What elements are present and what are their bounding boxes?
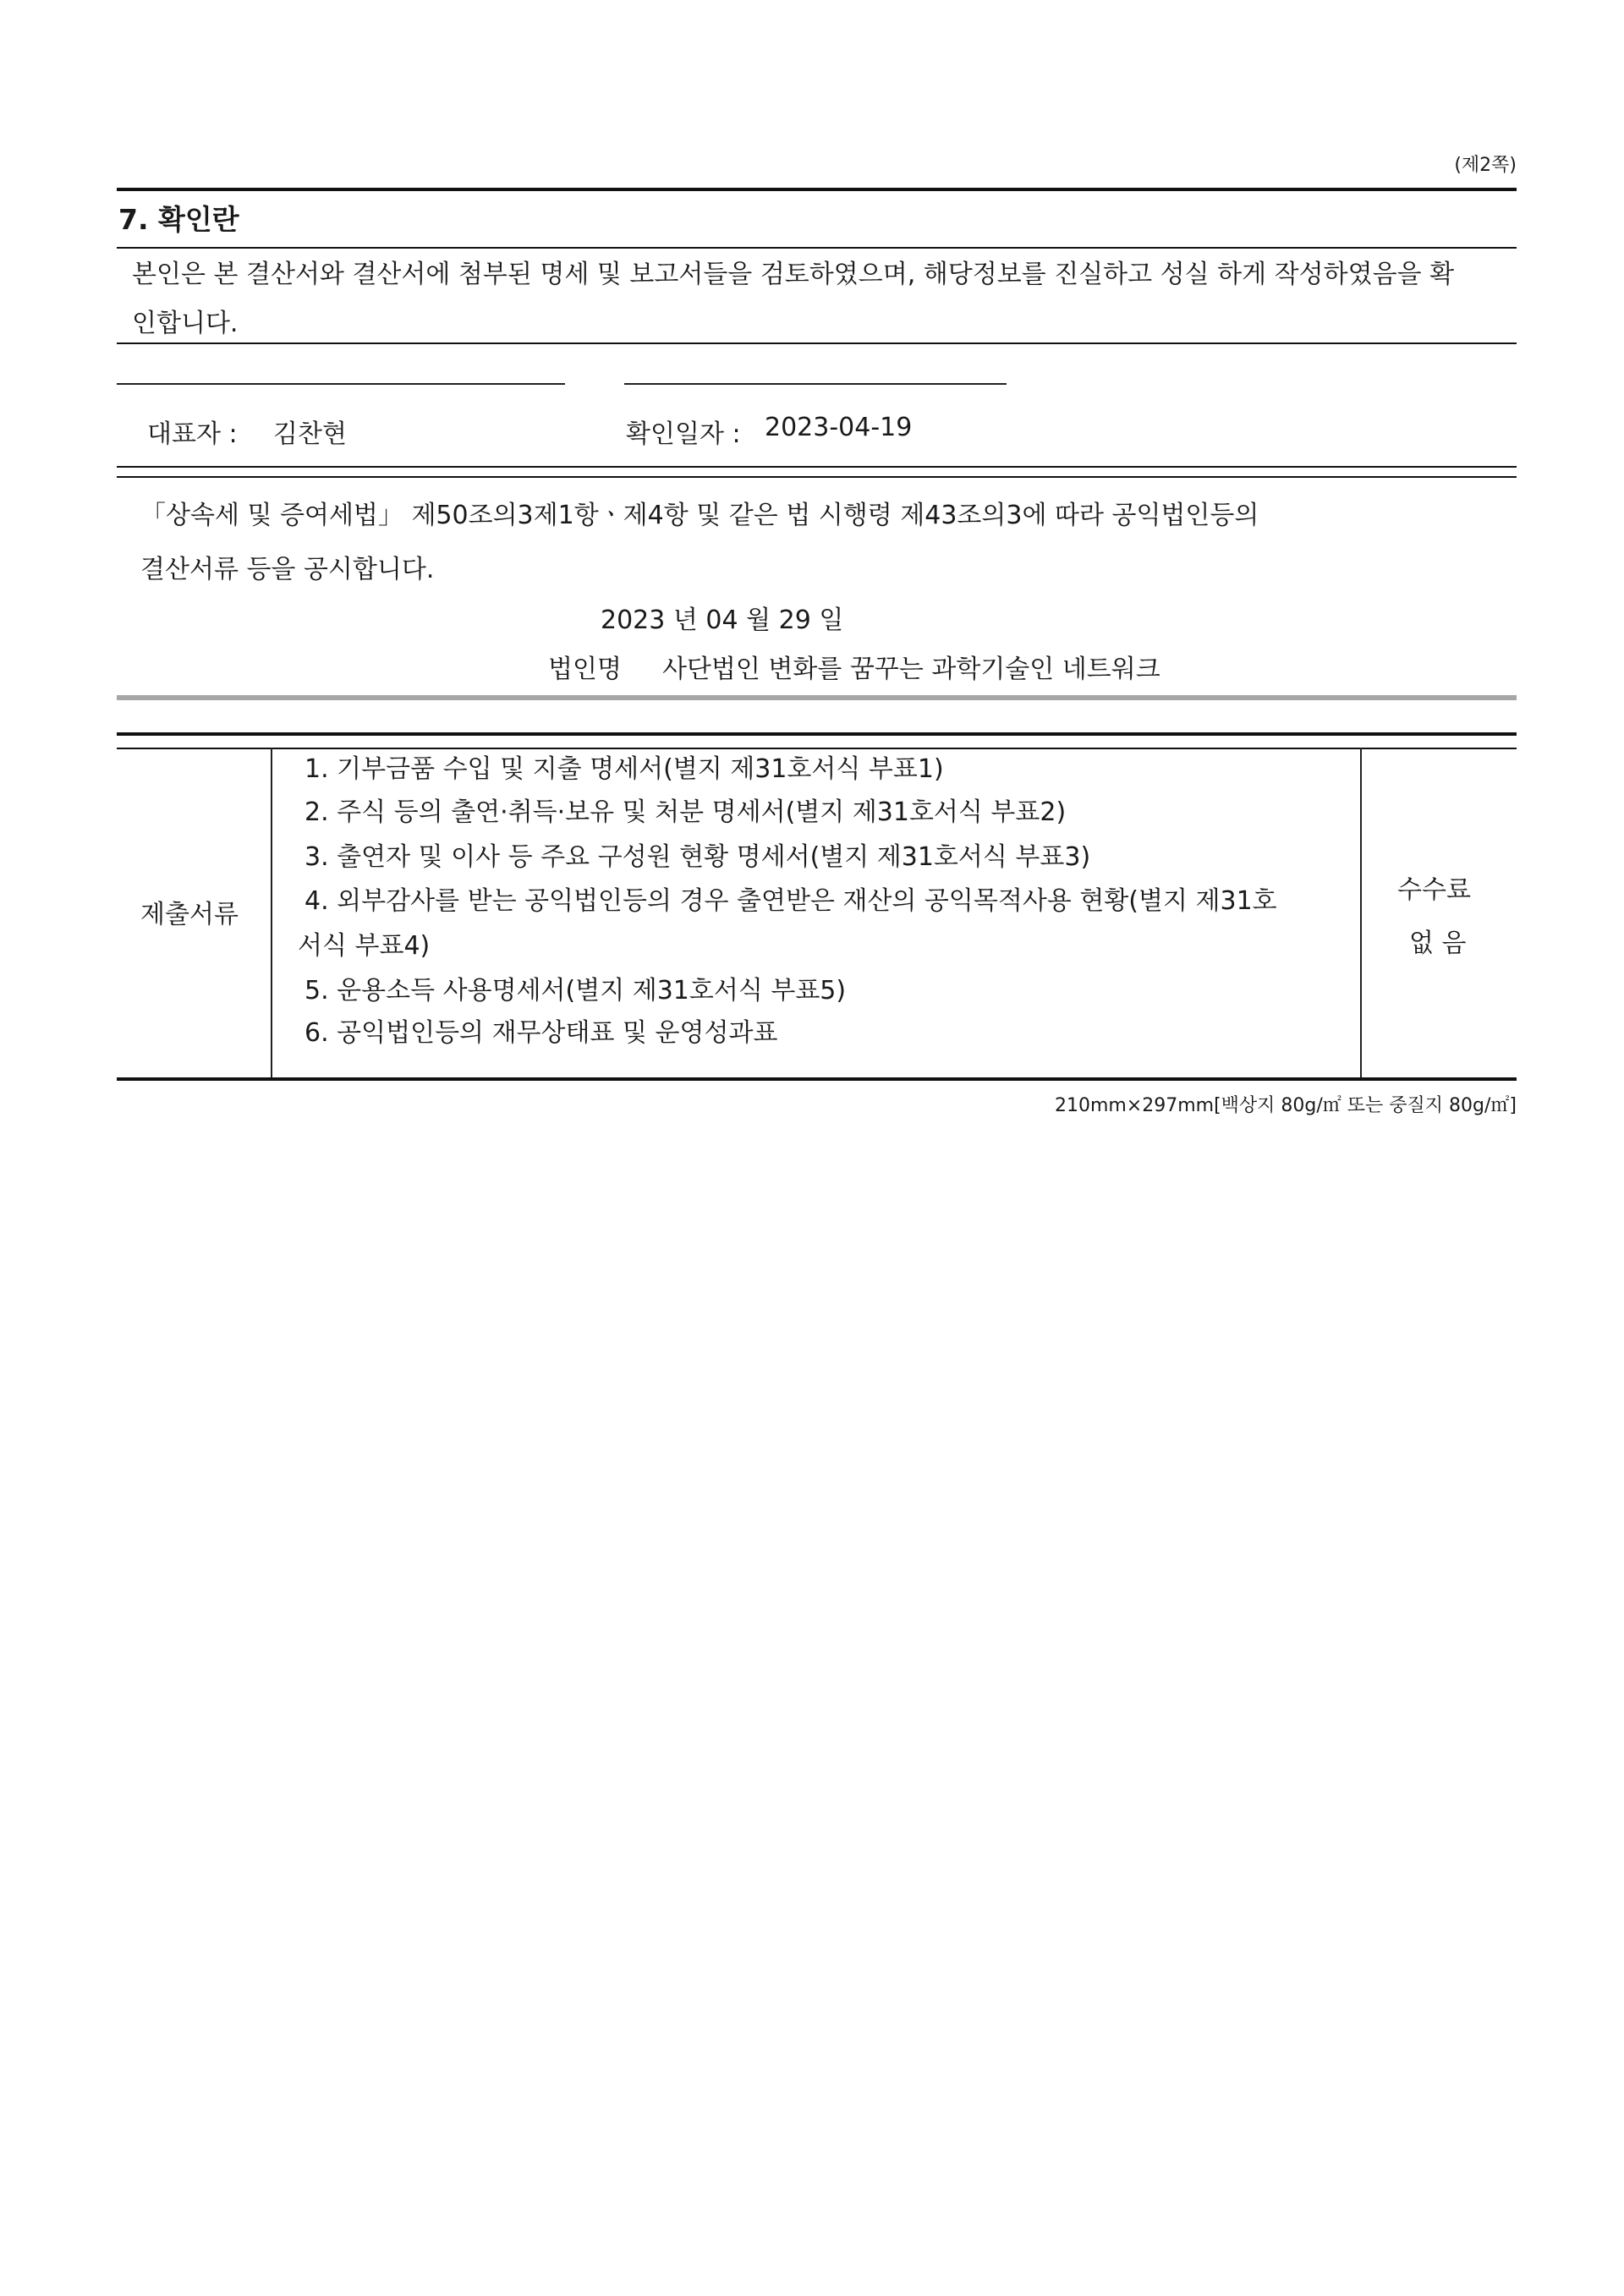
disclosure-notice bbox=[140, 489, 1259, 597]
document-item-5: 5. 운용소득 사용명세서(별지 제31호서식 부표5) bbox=[304, 976, 847, 1006]
rep-signature-line bbox=[117, 383, 565, 385]
confirmation-line-1: 본인은 본 결산서와 결산서에 첨부된 명세 및 보고서들을 검토하였으며, 해당정보를 진실하고 성실 하게 작성하였음을 확 bbox=[132, 260, 1455, 289]
top-rule bbox=[117, 188, 1517, 191]
corporation-line bbox=[548, 648, 1160, 685]
document-item-4-continuation: 서식 부표4) bbox=[298, 931, 431, 961]
confirm-date-label: 확인일자 : bbox=[626, 419, 741, 449]
section-title: 7. 확인란 bbox=[118, 203, 239, 236]
notice-line-2: 결산서류 등을 공시합니다. bbox=[140, 555, 435, 584]
document-item-4: 4. 외부감사를 받는 공익법인등의 경우 출연받은 재산의 공익목적사용 현황(별지 제31호 bbox=[304, 886, 1277, 916]
notice-line-1: 「상속세 및 증여세법」 제50조의3제1항ㆍ제4항 및 같은 법 시행령 제43조의3에 따라 공익법인등의 bbox=[140, 501, 1259, 530]
table-top-rule bbox=[117, 732, 1517, 736]
paper-spec-footer: 210mm×297mm[백상지 80g/㎡ 또는 중질지 80g/㎡] bbox=[1054, 1095, 1517, 1116]
notice-top-rule-1 bbox=[117, 466, 1517, 468]
table-divider-right bbox=[1360, 748, 1362, 1079]
confirm-date-value: 2023-04-19 bbox=[765, 413, 913, 442]
document-item-6: 6. 공익법인등의 재무상태표 및 운영성과표 bbox=[304, 1018, 778, 1048]
statement-rule bbox=[117, 342, 1517, 344]
fee-value: 없 음 bbox=[1409, 929, 1467, 958]
fee-label: 수수료 bbox=[1397, 875, 1471, 905]
rep-name: 김찬현 bbox=[273, 419, 347, 449]
rep-label: 대표자 : bbox=[147, 419, 238, 449]
corporation-label: 법인명 bbox=[548, 655, 622, 684]
confirmation-statement bbox=[132, 250, 1516, 348]
confirmation-line-2: 인합니다. bbox=[132, 309, 239, 338]
date-signature-line bbox=[624, 383, 1007, 385]
table-divider-left bbox=[271, 748, 272, 1079]
document-item-2: 2. 주식 등의 출연·취득·보유 및 처분 명세서(별지 제31호서식 부표2) bbox=[304, 797, 1067, 827]
page-number: (제2쪽) bbox=[1454, 155, 1517, 176]
notice-top-rule-2 bbox=[117, 476, 1517, 478]
table-bottom-rule bbox=[117, 1077, 1517, 1081]
documents-label: 제출서류 bbox=[140, 900, 239, 929]
document-item-1: 1. 기부금품 수입 및 지출 명세서(별지 제31호서식 부표1) bbox=[304, 754, 944, 784]
corporation-name: 사단법인 변화를 꿈꾸는 과학기술인 네트워크 bbox=[661, 655, 1160, 684]
document-item-3: 3. 출연자 및 이사 등 주요 구성원 현황 명세서(별지 제31호서식 부표3) bbox=[304, 842, 1091, 872]
notice-date: 2023 년 04 월 29 일 bbox=[601, 606, 844, 635]
title-rule bbox=[117, 247, 1517, 249]
notice-bottom-rule bbox=[117, 695, 1517, 700]
